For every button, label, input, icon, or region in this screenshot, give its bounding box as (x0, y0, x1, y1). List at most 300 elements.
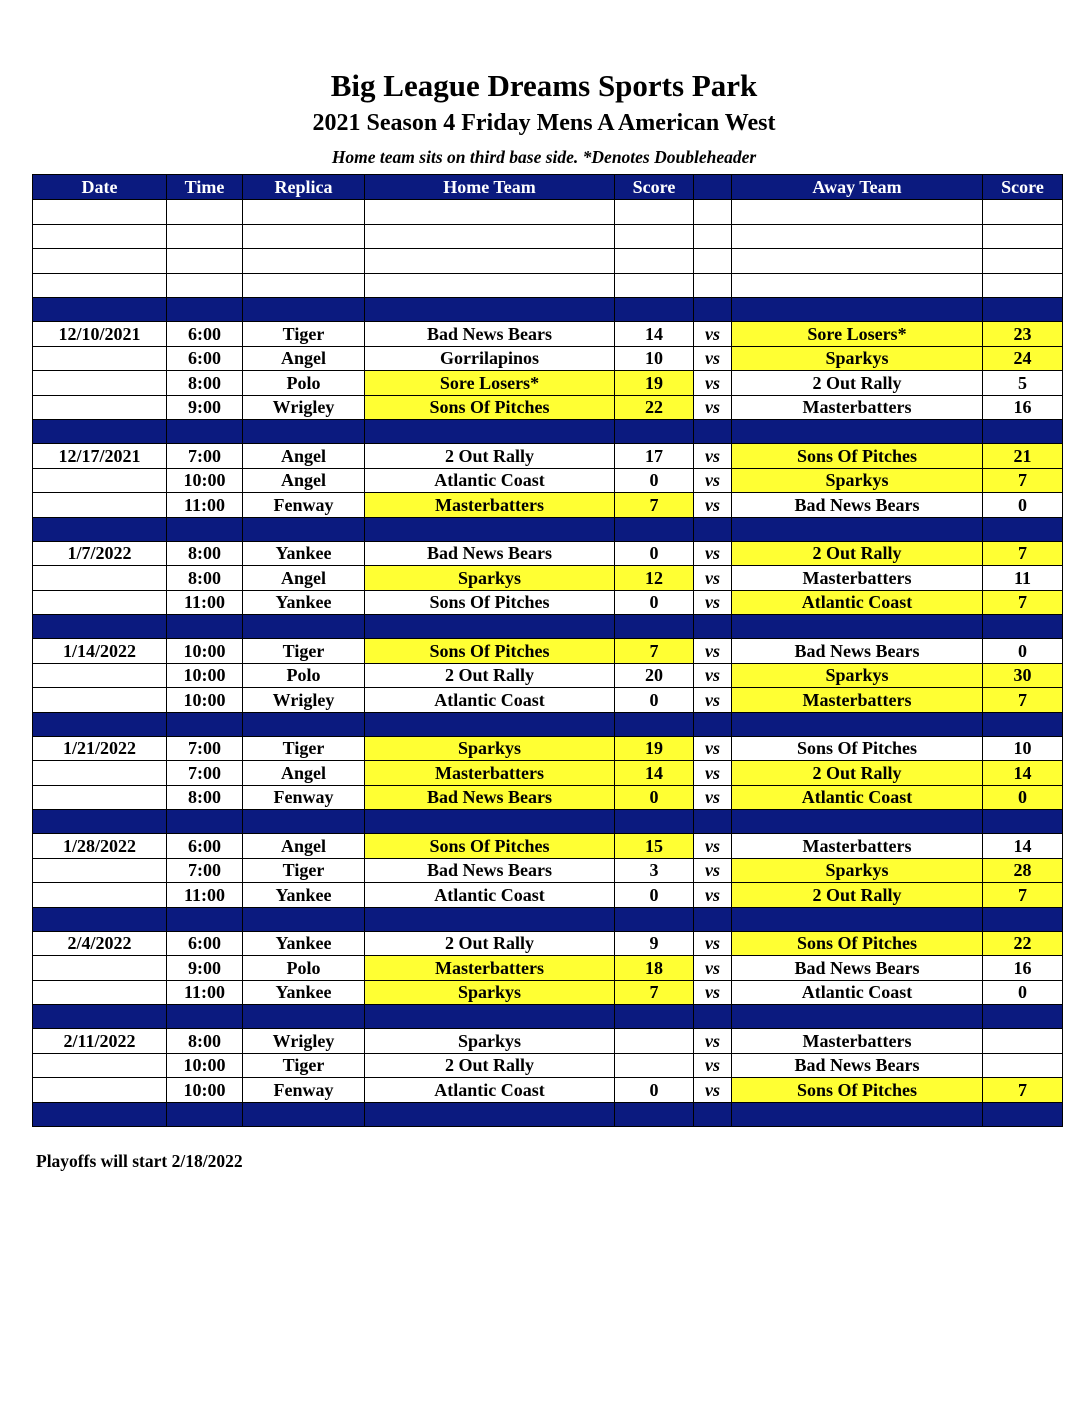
away-score: 30 (983, 663, 1063, 688)
home-score: 20 (615, 663, 694, 688)
away-score: 11 (983, 566, 1063, 591)
home-team: 2 Out Rally (365, 444, 615, 469)
game-row (33, 688, 1063, 713)
game-date: 12/10/2021 (33, 322, 167, 347)
column-header-away-score: Score (983, 175, 1063, 200)
game-replica-field: Wrigley (243, 1029, 365, 1054)
separator-cell (983, 420, 1063, 444)
away-team: 2 Out Rally (732, 541, 983, 566)
vs-label: vs (694, 834, 732, 859)
separator-cell (694, 298, 732, 322)
game-time: 11:00 (167, 590, 243, 615)
game-replica-field: Polo (243, 956, 365, 981)
playoffs-note: Playoffs will start 2/18/2022 (36, 1151, 243, 1171)
home-score: 3 (615, 858, 694, 883)
home-team: Bad News Bears (365, 541, 615, 566)
separator-cell (694, 420, 732, 444)
game-time: 10:00 (167, 1078, 243, 1103)
away-team: Bad News Bears (732, 639, 983, 664)
game-time: 7:00 (167, 761, 243, 786)
separator-cell (243, 1005, 365, 1029)
separator-cell (615, 517, 694, 541)
away-score: 7 (983, 688, 1063, 713)
doubleheader-note: Home team sits on third base side. *Denotes Doubleheader (331, 147, 757, 167)
blank-cell (243, 273, 365, 298)
home-team: Bad News Bears (365, 785, 615, 810)
separator-cell (694, 1005, 732, 1029)
vs-label: vs (694, 663, 732, 688)
away-score: 7 (983, 541, 1063, 566)
separator-cell (694, 907, 732, 931)
game-replica-field: Angel (243, 834, 365, 859)
blank-cell (983, 200, 1063, 225)
separator-cell (33, 615, 167, 639)
separator-cell (243, 712, 365, 736)
blank-cell (167, 200, 243, 225)
away-score: 23 (983, 322, 1063, 347)
game-row (33, 931, 1063, 956)
game-replica-field: Yankee (243, 980, 365, 1005)
home-team: 2 Out Rally (365, 663, 615, 688)
game-replica-field: Angel (243, 761, 365, 786)
blank-cell (983, 224, 1063, 249)
blank-cell (33, 249, 167, 274)
game-date (33, 956, 167, 981)
separator-cell (983, 907, 1063, 931)
home-team: Sparkys (365, 736, 615, 761)
away-score: 7 (983, 883, 1063, 908)
separator-row (33, 615, 1063, 639)
game-row (33, 761, 1063, 786)
game-time: 8:00 (167, 371, 243, 396)
away-team: 2 Out Rally (732, 883, 983, 908)
away-score: 0 (983, 493, 1063, 518)
separator-cell (615, 712, 694, 736)
separator-row (33, 420, 1063, 444)
home-team: 2 Out Rally (365, 1053, 615, 1078)
blank-cell (694, 249, 732, 274)
blank-cell (732, 273, 983, 298)
vs-label: vs (694, 1078, 732, 1103)
separator-cell (732, 517, 983, 541)
game-replica-field: Yankee (243, 931, 365, 956)
game-replica-field: Tiger (243, 858, 365, 883)
game-date (33, 371, 167, 396)
game-time: 7:00 (167, 736, 243, 761)
game-row (33, 493, 1063, 518)
separator-cell (167, 615, 243, 639)
home-team: Atlantic Coast (365, 883, 615, 908)
separator-cell (243, 420, 365, 444)
separator-cell (365, 1102, 615, 1126)
separator-cell (615, 615, 694, 639)
vs-label: vs (694, 566, 732, 591)
separator-row (33, 810, 1063, 834)
away-score: 7 (983, 590, 1063, 615)
game-date: 2/11/2022 (33, 1029, 167, 1054)
separator-cell (167, 712, 243, 736)
home-score: 14 (615, 761, 694, 786)
game-time: 10:00 (167, 688, 243, 713)
game-time: 8:00 (167, 1029, 243, 1054)
away-score: 14 (983, 834, 1063, 859)
blank-cell (167, 273, 243, 298)
away-team: 2 Out Rally (732, 371, 983, 396)
blank-row (33, 273, 1063, 298)
blank-cell (243, 249, 365, 274)
column-header-vs (694, 175, 732, 200)
separator-row (33, 1005, 1063, 1029)
game-date (33, 493, 167, 518)
game-row (33, 1053, 1063, 1078)
blank-cell (33, 273, 167, 298)
home-score: 7 (615, 639, 694, 664)
game-row (33, 371, 1063, 396)
separator-cell (983, 517, 1063, 541)
home-score: 15 (615, 834, 694, 859)
game-date: 1/21/2022 (33, 736, 167, 761)
blank-cell (983, 249, 1063, 274)
schedule-table (32, 174, 1063, 1127)
blank-cell (365, 249, 615, 274)
separator-cell (167, 298, 243, 322)
separator-cell (33, 1005, 167, 1029)
separator-cell (732, 1005, 983, 1029)
separator-cell (732, 712, 983, 736)
separator-cell (33, 907, 167, 931)
schedule-body (33, 200, 1063, 1127)
separator-cell (365, 810, 615, 834)
game-replica-field: Polo (243, 371, 365, 396)
game-row (33, 590, 1063, 615)
away-team: Sparkys (732, 346, 983, 371)
vs-label: vs (694, 395, 732, 420)
separator-cell (365, 517, 615, 541)
game-date (33, 688, 167, 713)
blank-cell (167, 249, 243, 274)
vs-label: vs (694, 736, 732, 761)
blank-cell (33, 224, 167, 249)
home-score: 22 (615, 395, 694, 420)
separator-row (33, 517, 1063, 541)
away-score: 7 (983, 468, 1063, 493)
away-score: 0 (983, 980, 1063, 1005)
game-row (33, 736, 1063, 761)
home-team: Atlantic Coast (365, 468, 615, 493)
column-header-time: Time (167, 175, 243, 200)
blank-cell (365, 273, 615, 298)
game-date (33, 468, 167, 493)
separator-cell (243, 907, 365, 931)
game-replica-field: Yankee (243, 541, 365, 566)
game-date (33, 346, 167, 371)
separator-cell (615, 1005, 694, 1029)
separator-cell (365, 615, 615, 639)
game-time: 8:00 (167, 541, 243, 566)
game-replica-field: Angel (243, 346, 365, 371)
separator-row (33, 712, 1063, 736)
game-date: 1/28/2022 (33, 834, 167, 859)
game-replica-field: Tiger (243, 322, 365, 347)
away-score: 14 (983, 761, 1063, 786)
blank-cell (615, 200, 694, 225)
blank-cell (243, 200, 365, 225)
game-time: 7:00 (167, 858, 243, 883)
separator-cell (732, 420, 983, 444)
game-date: 1/14/2022 (33, 639, 167, 664)
separator-cell (243, 1102, 365, 1126)
home-score: 0 (615, 541, 694, 566)
game-time: 10:00 (167, 468, 243, 493)
vs-label: vs (694, 785, 732, 810)
away-team: Sons Of Pitches (732, 736, 983, 761)
away-team: Sore Losers* (732, 322, 983, 347)
separator-cell (33, 517, 167, 541)
separator-cell (694, 712, 732, 736)
away-score: 28 (983, 858, 1063, 883)
vs-label: vs (694, 883, 732, 908)
blank-cell (732, 224, 983, 249)
home-team: Bad News Bears (365, 858, 615, 883)
away-score: 22 (983, 931, 1063, 956)
away-team: Masterbatters (732, 688, 983, 713)
away-team: Bad News Bears (732, 1053, 983, 1078)
separator-cell (167, 517, 243, 541)
separator-cell (167, 1005, 243, 1029)
blank-row (33, 200, 1063, 225)
separator-cell (365, 420, 615, 444)
blank-cell (243, 224, 365, 249)
home-score: 0 (615, 883, 694, 908)
away-score: 0 (983, 785, 1063, 810)
home-score: 19 (615, 736, 694, 761)
vs-label: vs (694, 1053, 732, 1078)
game-row (33, 468, 1063, 493)
separator-cell (694, 1102, 732, 1126)
game-row (33, 663, 1063, 688)
away-team: Masterbatters (732, 834, 983, 859)
home-team: Masterbatters (365, 761, 615, 786)
game-replica-field: Polo (243, 663, 365, 688)
blank-cell (694, 273, 732, 298)
home-score: 0 (615, 688, 694, 713)
separator-cell (167, 1102, 243, 1126)
game-row (33, 444, 1063, 469)
game-replica-field: Tiger (243, 1053, 365, 1078)
blank-row (33, 224, 1063, 249)
away-team: Sparkys (732, 468, 983, 493)
separator-cell (983, 712, 1063, 736)
separator-cell (243, 810, 365, 834)
game-time: 10:00 (167, 1053, 243, 1078)
separator-cell (983, 810, 1063, 834)
home-team: 2 Out Rally (365, 931, 615, 956)
game-replica-field: Angel (243, 444, 365, 469)
home-score: 12 (615, 566, 694, 591)
game-date (33, 1053, 167, 1078)
vs-label: vs (694, 590, 732, 615)
separator-cell (694, 517, 732, 541)
game-date (33, 883, 167, 908)
column-header-home-score: Score (615, 175, 694, 200)
vs-label: vs (694, 322, 732, 347)
away-team: Masterbatters (732, 566, 983, 591)
separator-cell (732, 907, 983, 931)
away-team: Masterbatters (732, 1029, 983, 1054)
column-header-away-team: Away Team (732, 175, 983, 200)
game-row (33, 883, 1063, 908)
away-score (983, 1053, 1063, 1078)
blank-cell (615, 249, 694, 274)
away-team: Atlantic Coast (732, 590, 983, 615)
game-row (33, 956, 1063, 981)
separator-row (33, 298, 1063, 322)
separator-cell (167, 420, 243, 444)
game-replica-field: Yankee (243, 883, 365, 908)
separator-cell (615, 1102, 694, 1126)
home-score: 19 (615, 371, 694, 396)
away-team: Masterbatters (732, 395, 983, 420)
game-date (33, 980, 167, 1005)
away-score: 10 (983, 736, 1063, 761)
separator-cell (732, 810, 983, 834)
separator-cell (615, 810, 694, 834)
blank-cell (365, 224, 615, 249)
home-team: Sons Of Pitches (365, 834, 615, 859)
away-score: 0 (983, 639, 1063, 664)
away-team: Sons Of Pitches (732, 1078, 983, 1103)
away-team: Sons Of Pitches (732, 444, 983, 469)
game-time: 6:00 (167, 322, 243, 347)
separator-cell (365, 712, 615, 736)
blank-cell (694, 224, 732, 249)
game-time: 10:00 (167, 639, 243, 664)
vs-label: vs (694, 468, 732, 493)
game-row (33, 1029, 1063, 1054)
game-time: 9:00 (167, 956, 243, 981)
away-score: 7 (983, 1078, 1063, 1103)
game-date: 1/7/2022 (33, 541, 167, 566)
separator-cell (243, 615, 365, 639)
separator-row (33, 1102, 1063, 1126)
away-team: Sparkys (732, 858, 983, 883)
vs-label: vs (694, 761, 732, 786)
game-row (33, 1078, 1063, 1103)
separator-cell (33, 810, 167, 834)
blank-cell (615, 273, 694, 298)
separator-cell (732, 298, 983, 322)
game-date (33, 1078, 167, 1103)
game-time: 11:00 (167, 493, 243, 518)
vs-label: vs (694, 688, 732, 713)
table-header-row (33, 175, 1063, 200)
vs-label: vs (694, 371, 732, 396)
game-row (33, 858, 1063, 883)
home-score: 7 (615, 493, 694, 518)
separator-cell (33, 712, 167, 736)
away-score: 16 (983, 956, 1063, 981)
blank-cell (694, 200, 732, 225)
home-score: 0 (615, 1078, 694, 1103)
game-replica-field: Angel (243, 468, 365, 493)
game-date: 2/4/2022 (33, 931, 167, 956)
home-team: Sparkys (365, 566, 615, 591)
separator-cell (365, 1005, 615, 1029)
game-time: 6:00 (167, 834, 243, 859)
game-time: 8:00 (167, 566, 243, 591)
game-row (33, 322, 1063, 347)
separator-cell (694, 615, 732, 639)
away-score: 5 (983, 371, 1063, 396)
vs-label: vs (694, 346, 732, 371)
away-team: Atlantic Coast (732, 980, 983, 1005)
blank-cell (33, 200, 167, 225)
separator-cell (983, 1102, 1063, 1126)
vs-label: vs (694, 639, 732, 664)
game-row (33, 566, 1063, 591)
game-date (33, 785, 167, 810)
home-score: 0 (615, 590, 694, 615)
game-replica-field: Yankee (243, 590, 365, 615)
vs-label: vs (694, 493, 732, 518)
page-subtitle: 2021 Season 4 Friday Mens A American West (312, 110, 776, 136)
home-score: 9 (615, 931, 694, 956)
away-team: Bad News Bears (732, 493, 983, 518)
blank-row (33, 249, 1063, 274)
game-row (33, 541, 1063, 566)
home-score: 0 (615, 468, 694, 493)
game-date (33, 663, 167, 688)
blank-cell (365, 200, 615, 225)
away-team: 2 Out Rally (732, 761, 983, 786)
separator-cell (983, 298, 1063, 322)
game-row (33, 980, 1063, 1005)
game-time: 9:00 (167, 395, 243, 420)
home-team: Sparkys (365, 980, 615, 1005)
game-row (33, 785, 1063, 810)
game-date (33, 590, 167, 615)
separator-cell (983, 1005, 1063, 1029)
separator-cell (33, 298, 167, 322)
away-team: Atlantic Coast (732, 785, 983, 810)
away-score: 24 (983, 346, 1063, 371)
vs-label: vs (694, 541, 732, 566)
separator-cell (33, 420, 167, 444)
game-date (33, 395, 167, 420)
vs-label: vs (694, 956, 732, 981)
home-score: 14 (615, 322, 694, 347)
game-row (33, 834, 1063, 859)
home-score: 18 (615, 956, 694, 981)
blank-cell (983, 273, 1063, 298)
home-score: 10 (615, 346, 694, 371)
vs-label: vs (694, 444, 732, 469)
separator-cell (732, 615, 983, 639)
away-score: 16 (983, 395, 1063, 420)
column-header-replica: Replica (243, 175, 365, 200)
home-team: Sparkys (365, 1029, 615, 1054)
game-replica-field: Wrigley (243, 395, 365, 420)
game-replica-field: Tiger (243, 736, 365, 761)
separator-cell (365, 298, 615, 322)
game-date (33, 566, 167, 591)
away-team: Sparkys (732, 663, 983, 688)
game-replica-field: Fenway (243, 493, 365, 518)
game-replica-field: Angel (243, 566, 365, 591)
blank-cell (732, 249, 983, 274)
game-date: 12/17/2021 (33, 444, 167, 469)
vs-label: vs (694, 980, 732, 1005)
